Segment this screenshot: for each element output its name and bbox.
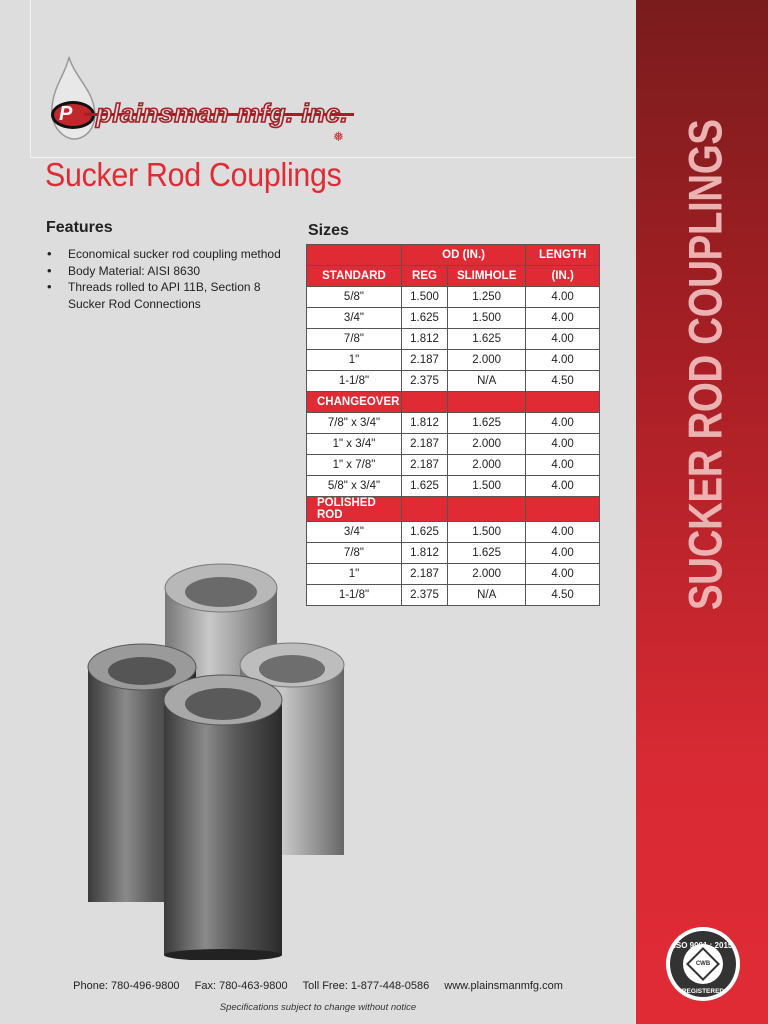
phone-number: Phone: 780-496-9800	[73, 980, 180, 992]
table-row	[307, 329, 600, 350]
table-cell	[448, 497, 526, 522]
table-header-row	[307, 266, 600, 287]
vertical-title-text: SUCKER ROD COUPLINGS	[678, 119, 732, 611]
table-header-cell: SLIMHOLE	[448, 266, 526, 287]
table-cell: 4.00	[526, 308, 600, 329]
section-label: POLISHED ROD	[307, 497, 402, 522]
sizes-table	[306, 244, 600, 606]
vertical-title	[678, 40, 733, 690]
table-cell: N/A	[448, 371, 526, 392]
table-cell: 3/4"	[307, 522, 402, 543]
table-cell	[401, 497, 447, 522]
table-cell: 1.625	[401, 522, 447, 543]
table-row	[307, 585, 600, 606]
toll-free-number: Toll Free: 1-877-448-0586	[302, 980, 430, 992]
table-row	[307, 287, 600, 308]
table-cell: 4.00	[526, 522, 600, 543]
table-cell: 4.00	[526, 329, 600, 350]
table-cell: 1-1/8"	[307, 371, 402, 392]
polished-rows	[307, 522, 600, 606]
table-cell: 2.187	[401, 455, 447, 476]
table-cell: 4.00	[526, 564, 600, 585]
table-cell	[401, 392, 447, 413]
table-cell: 1.812	[401, 329, 447, 350]
table-cell	[448, 392, 526, 413]
feature-item: • Threads rolled to API 11B, Section 8 Sucker Rod Connections	[46, 279, 296, 312]
iso-seal-top-text: ISO 9001 : 2015	[673, 941, 733, 950]
contact-line	[0, 980, 636, 992]
changeover-rows	[307, 413, 600, 497]
table-header-cell: STANDARD	[307, 266, 402, 287]
table-cell: 1.625	[448, 329, 526, 350]
table-cell: 2.187	[401, 350, 447, 371]
table-cell	[526, 392, 600, 413]
table-cell: 4.00	[526, 455, 600, 476]
table-row	[307, 434, 600, 455]
table-cell: 1-1/8"	[307, 585, 402, 606]
table-cell: 4.50	[526, 371, 600, 392]
table-row	[307, 308, 600, 329]
table-cell: 1.250	[448, 287, 526, 308]
table-cell: 2.187	[401, 434, 447, 455]
table-cell: 1" x 3/4"	[307, 434, 402, 455]
table-cell: 7/8" x 3/4"	[307, 413, 402, 434]
table-row	[307, 455, 600, 476]
table-cell: 2.375	[401, 371, 447, 392]
table-cell: 1.500	[448, 476, 526, 497]
table-cell: 4.00	[526, 350, 600, 371]
table-cell: 1.625	[401, 308, 447, 329]
company-logo-text: plainsman mfg. inc.	[96, 98, 349, 128]
section-row-polished	[307, 497, 600, 522]
table-header-cell	[307, 245, 402, 266]
table-cell: 2.375	[401, 585, 447, 606]
table-cell: 4.00	[526, 476, 600, 497]
table-cell: 1" x 7/8"	[307, 455, 402, 476]
feature-item: • Economical sucker rod coupling method	[46, 246, 296, 263]
table-cell: 1.500	[448, 308, 526, 329]
table-cell: 2.000	[448, 455, 526, 476]
table-cell: 1.812	[401, 543, 447, 564]
table-cell: 1"	[307, 564, 402, 585]
page-title: Sucker Rod Couplings	[45, 156, 342, 193]
table-cell: 1.625	[401, 476, 447, 497]
table-cell: 1.812	[401, 413, 447, 434]
section-row-changeover	[307, 392, 600, 413]
features-list	[46, 246, 296, 312]
table-row	[307, 476, 600, 497]
table-cell: 7/8"	[307, 329, 402, 350]
table-cell: N/A	[448, 585, 526, 606]
table-cell: 1.625	[448, 413, 526, 434]
table-cell: 2.000	[448, 350, 526, 371]
table-cell: 2.000	[448, 564, 526, 585]
table-cell: 2.000	[448, 434, 526, 455]
table-cell: 4.00	[526, 434, 600, 455]
table-header-cell: OD (IN.)	[401, 245, 525, 266]
table-header-cell: REG	[401, 266, 447, 287]
disclaimer-text: Specifications subject to change without notice	[219, 1002, 417, 1013]
maple-leaf-icon: ❅	[333, 129, 344, 144]
table-cell: 1.500	[448, 522, 526, 543]
table-row	[307, 350, 600, 371]
website-link[interactable]: www.plainsmanmfg.com	[444, 980, 563, 992]
table-row	[307, 564, 600, 585]
table-row	[307, 413, 600, 434]
features-heading: Features	[46, 219, 113, 236]
table-cell: 1"	[307, 350, 402, 371]
table-cell: 4.00	[526, 413, 600, 434]
table-cell: 7/8"	[307, 543, 402, 564]
section-label: CHANGEOVER	[307, 392, 402, 413]
logo-badge-letter: P	[59, 103, 73, 125]
table-header-cell: (IN.)	[526, 266, 600, 287]
sizes-heading: Sizes	[308, 222, 349, 239]
table-header-row	[307, 245, 600, 266]
table-cell: 4.00	[526, 543, 600, 564]
table-cell: 4.00	[526, 287, 600, 308]
table-cell: 1.500	[401, 287, 447, 308]
standard-rows	[307, 287, 600, 392]
table-row	[307, 522, 600, 543]
table-cell: 2.187	[401, 564, 447, 585]
table-header-cell: LENGTH	[526, 245, 600, 266]
couplings-photo	[80, 560, 350, 960]
table-cell: 4.50	[526, 585, 600, 606]
table-cell: 3/4"	[307, 308, 402, 329]
table-cell	[526, 497, 600, 522]
table-row	[307, 543, 600, 564]
iso-seal-mid-text: CWB	[695, 961, 711, 967]
table-cell: 5/8"	[307, 287, 402, 308]
table-cell: 1.625	[448, 543, 526, 564]
table-row	[307, 371, 600, 392]
table-cell: 5/8" x 3/4"	[307, 476, 402, 497]
iso-seal-bottom-text: REGISTERED	[681, 988, 725, 995]
feature-item: • Body Material: AISI 8630	[46, 263, 296, 280]
fax-number: Fax: 780-463-9800	[194, 980, 288, 992]
